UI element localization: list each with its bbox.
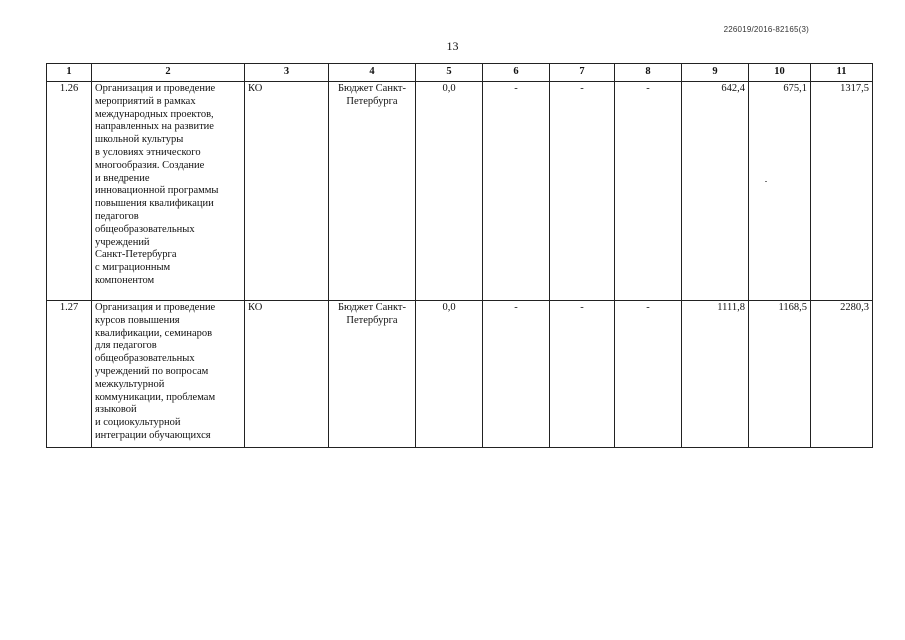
table-row bbox=[47, 82, 873, 301]
col-header-5: 5 bbox=[416, 64, 483, 82]
col-header-6: 6 bbox=[483, 64, 550, 82]
table-header-row bbox=[47, 64, 873, 82]
scan-speck bbox=[765, 181, 767, 182]
value-col-6: - bbox=[483, 301, 550, 448]
col-header-9: 9 bbox=[682, 64, 749, 82]
value-col-9: 642,4 bbox=[682, 82, 749, 301]
col-header-8: 8 bbox=[615, 64, 682, 82]
row-number: 1.27 bbox=[47, 301, 92, 448]
col-header-11: 11 bbox=[811, 64, 873, 82]
value-col-5: 0,0 bbox=[416, 301, 483, 448]
col-header-2: 2 bbox=[92, 64, 245, 82]
value-col-11: 2280,3 bbox=[811, 301, 873, 448]
col-header-10: 10 bbox=[749, 64, 811, 82]
executor: КО bbox=[245, 301, 329, 448]
col-header-3: 3 bbox=[245, 64, 329, 82]
table-row bbox=[47, 301, 873, 448]
value-col-8: - bbox=[615, 82, 682, 301]
program-table bbox=[46, 63, 873, 448]
col-header-4: 4 bbox=[329, 64, 416, 82]
value-col-8: - bbox=[615, 301, 682, 448]
funding-source: Бюджет Санкт-Петербурга bbox=[329, 82, 416, 301]
row-number: 1.26 bbox=[47, 82, 92, 301]
value-col-10: 675,1 bbox=[749, 82, 811, 301]
document-id: 226019/2016-82165(3) bbox=[723, 25, 809, 34]
col-header-1: 1 bbox=[47, 64, 92, 82]
funding-source: Бюджет Санкт-Петербурга bbox=[329, 301, 416, 448]
value-col-7: - bbox=[550, 301, 615, 448]
activity-name: Организация и проведение мероприятий в рамках международных проектов, направленных на развитие школьной культуры в условиях этнического многообразия. Создание и внедрение инновационной программы повышения квалификации педагогов общеобразовательных учреждений Санкт-Петербурга с миграционным компонентом bbox=[92, 82, 245, 301]
page-number: 13 bbox=[446, 39, 459, 53]
activity-name: Организация и проведение курсов повышения квалификации, семинаров для педагогов общеобразовательных учреждений по вопросам межкультурной коммуникации, проблемам языковой и социокультурной интеграции обучающихся bbox=[92, 301, 245, 448]
value-col-9: 1111,8 bbox=[682, 301, 749, 448]
value-col-5: 0,0 bbox=[416, 82, 483, 301]
value-col-11: 1317,5 bbox=[811, 82, 873, 301]
value-col-10: 1168,5 bbox=[749, 301, 811, 448]
value-col-7: - bbox=[550, 82, 615, 301]
value-col-6: - bbox=[483, 82, 550, 301]
executor: КО bbox=[245, 82, 329, 301]
col-header-7: 7 bbox=[550, 64, 615, 82]
